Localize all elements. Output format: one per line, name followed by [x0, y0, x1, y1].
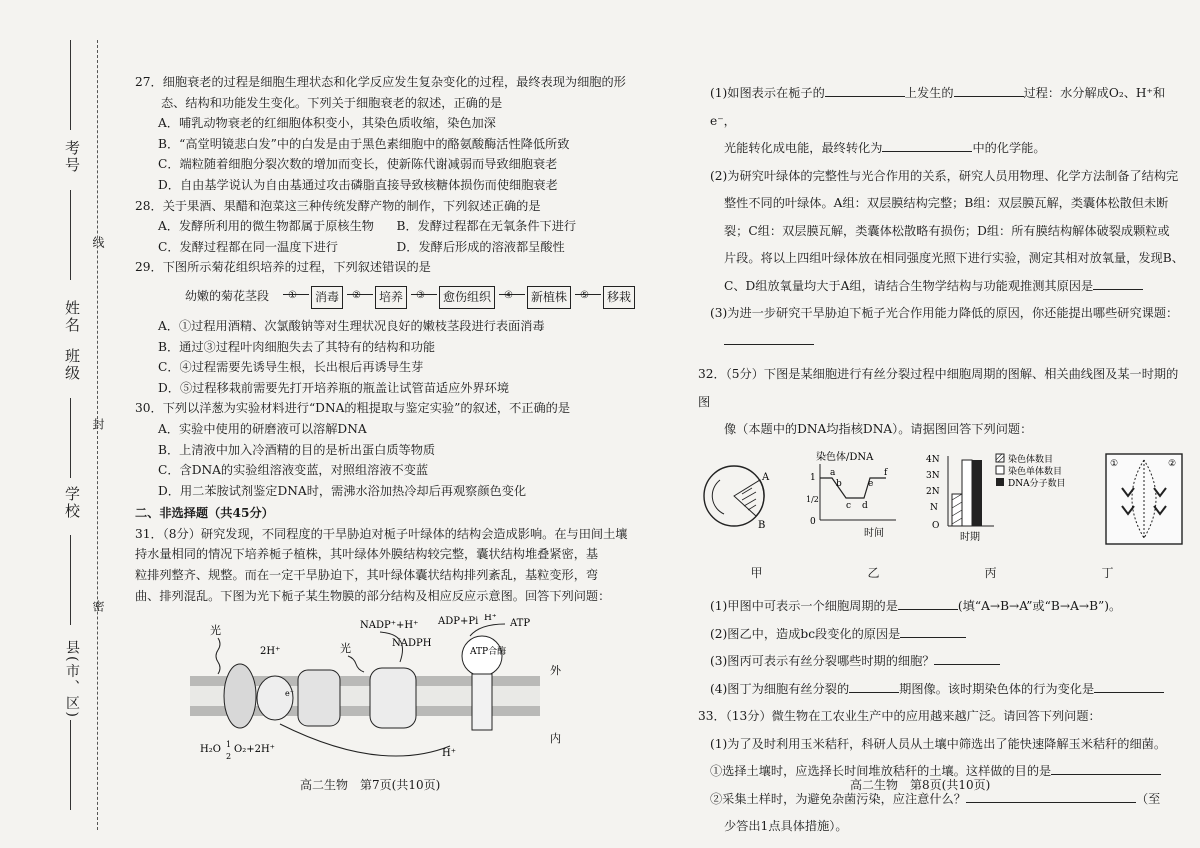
q31-part1-text-e: 中的化学能。	[972, 141, 1046, 155]
question-28-option-c: C．发酵过程都在同一温度下进行	[158, 239, 338, 254]
question-28-options-row1	[135, 216, 635, 237]
flow-num-2: ②	[352, 289, 361, 301]
question-29-option-a: A．①过程用酒精、次氯酸钠等对生理状况良好的嫩枝茎段进行表面消毒	[158, 318, 545, 333]
question-28-options-row2	[135, 237, 635, 258]
figure-jia-cell-cycle	[698, 450, 788, 550]
question-33-stem: 33．（13分）微生物在工农业生产中的应用越来越广泛。请回答下列问题：	[698, 709, 1101, 723]
label-banji: 班级	[63, 348, 81, 382]
q32-blank-2[interactable]	[900, 637, 966, 638]
yi-point-f: f	[884, 467, 888, 478]
label-water-num: 1	[226, 740, 232, 750]
bing-origin: O	[932, 520, 940, 531]
flow-start: 幼嫩的菊花茎段	[185, 288, 270, 303]
label-xian: 线	[91, 236, 105, 250]
label-outside: 外	[550, 664, 561, 678]
yi-tick-half: 1/2	[806, 494, 819, 504]
label-nadp: NADP⁺+H⁺	[360, 620, 419, 632]
q33-part1-b-text: ②采集土样时，为避免杂菌污染，应注意什么？	[710, 791, 966, 806]
label-water-products: O₂+2H⁺	[234, 744, 275, 756]
q33-blank-2[interactable]	[966, 802, 1136, 803]
thylakoid-membrane-diagram	[180, 614, 610, 764]
bing-legend-2: 染色单体数目	[1008, 466, 1063, 477]
proton-flow-arrow	[280, 724, 450, 756]
question-28-option-d: D．发酵后形成的溶液都呈酸性	[396, 239, 565, 254]
yi-point-c: c	[846, 500, 852, 511]
q32-part2-text: (2)图乙中，造成bc段变化的原因是	[710, 626, 901, 641]
q31-part2-line2: 整性不同的叶绿体。A组：双层膜结构完整；B组：双层膜瓦解，类囊体松散但未断	[724, 196, 1169, 210]
page-7-footer: 高二生物 第7页(共10页)	[300, 778, 441, 792]
page-7-content	[135, 72, 635, 771]
label-inside: 内	[550, 732, 561, 746]
question-32-figures	[698, 450, 1186, 556]
figure-label-bing: 丙	[984, 565, 997, 580]
question-29-option-b: B．通过③过程叶肉细胞失去了其特有的结构和功能	[158, 339, 436, 354]
q32-part4-text-b: 期图像。该时期染色体的行为变化是	[899, 681, 1095, 696]
blank-line-kaohao	[70, 40, 71, 130]
question-30-stem: 30．下列以洋葱为实验材料进行“DNA的粗提取与鉴定实验”的叙述，不正确的是	[135, 401, 571, 416]
bing-tick-3n: 3N	[926, 470, 940, 481]
light-label-1: 光	[210, 624, 221, 638]
flow-step-3: 愈伤组织	[439, 286, 495, 309]
label-kaohao: 考号	[63, 140, 81, 174]
label-xingming: 姓名	[63, 300, 81, 334]
question-30-option-c: C．含DNA的实验组溶液变蓝，对照组溶液不变蓝	[158, 463, 429, 478]
blank-line-county	[70, 720, 71, 810]
q32-part1-text-b: (填“A→B→A”或“B→A→B”)。	[957, 599, 1122, 613]
page-8-content	[698, 80, 1186, 841]
figure-bing-bar-chart	[924, 450, 1084, 550]
question-31-stem-2: 持水量相同的情况下培养栀子植株，其叶绿体外膜结构较完整，囊状结构堆叠紧密，基	[135, 547, 599, 562]
q31-part1-text-b: 上发生的	[904, 86, 954, 100]
label-atp: ATP	[510, 618, 531, 630]
question-31-stem-4: 曲、排列混乱。下图为光下栀子某生物膜的部分结构及相应反应示意图。回答下列问题：	[135, 588, 611, 603]
q32-blank-4[interactable]	[849, 692, 899, 693]
flow-step-5: 移栽	[603, 286, 635, 309]
q31-blank-4[interactable]	[1093, 289, 1143, 290]
blank-line-kaohao-2	[70, 190, 71, 280]
question-27-option-b: B．“高堂明镜悲白发”中的白发是由于黑色素细胞中的酪氨酸酶活性降低所致	[158, 136, 570, 151]
q32-blank-1[interactable]	[898, 609, 958, 610]
figure-labels-row	[698, 560, 1186, 588]
q31-part2-line4: 片段。将以上四组叶绿体放在相同强度光照下进行实验，测定其相对放氧量，发现B、	[724, 251, 1184, 265]
question-27-option-a: A．哺乳动物衰老的红细胞体积变小，其染色质收缩，染色加深	[158, 116, 496, 131]
jia-label-a: A	[762, 471, 770, 483]
q33-part1-c-text: （至	[1135, 791, 1161, 806]
cytochrome-complex	[298, 670, 340, 726]
question-27-stem: 27．细胞衰老的过程是细胞生理状态和化学反应发生复杂变化的过程，最终表现为细胞的形	[135, 75, 626, 89]
blank-line-banji	[70, 398, 71, 478]
q32-part2	[698, 621, 1186, 649]
question-30-option-d: D．用二苯胺试剂鉴定DNA时，需沸水浴加热冷却后再观察颜色变化	[158, 483, 527, 498]
jia-label-b: B	[758, 519, 766, 531]
question-29-stem: 29．下图所示菊花组织培养的过程，下列叙述错误的是	[135, 260, 431, 275]
label-xuexiao: 学校	[63, 486, 81, 520]
label-nadph: NADPH	[392, 638, 432, 650]
question-31-stem-3: 粒排列整齐、规整。而在一定干旱胁迫下，其叶绿体囊状结构排列紊乱，基粒变形，弯	[135, 568, 599, 583]
q31-blank-3[interactable]	[882, 151, 972, 152]
question-29-option-d: D．⑤过程移栽前需要先打开培养瓶的瓶盖让试管苗适应外界环境	[158, 380, 510, 395]
bing-tick-4n: 4N	[926, 454, 940, 465]
flow-num-4: ④	[504, 289, 513, 301]
q31-blank-1[interactable]	[825, 96, 905, 97]
protein-complex-1	[224, 664, 256, 728]
flow-step-1: 消毒	[311, 286, 343, 309]
yi-curve	[820, 478, 886, 498]
q32-blank-5[interactable]	[1094, 692, 1164, 693]
label-adp-pi: ADP+Pi	[438, 616, 479, 628]
light-label-2: 光	[340, 642, 351, 656]
label-mi: 密	[91, 600, 105, 614]
figure-label-jia: 甲	[750, 565, 763, 580]
bing-legend-3: DNA分子数目	[1008, 478, 1066, 489]
q31-part1-line1	[698, 80, 1186, 135]
protein-complex-2	[257, 676, 293, 720]
q32-part3	[698, 648, 1186, 676]
bing-legend-1: 染色体数目	[1008, 454, 1054, 465]
atp-synthase-label: ATP合酶	[470, 647, 507, 658]
question-27-option-c: C．端粒随着细胞分裂次数的增加而变长，使新陈代谢减弱而导致细胞衰老	[158, 157, 558, 172]
bing-x-label: 时期	[960, 531, 980, 543]
question-28-stem: 28．关于果酒、果醋和泡菜这三种传统发酵产物的制作，下列叙述正确的是	[135, 198, 541, 213]
q31-part1-text-d: 光能转化成电能，最终转化为	[724, 141, 883, 155]
figure-label-yi: 乙	[867, 565, 880, 580]
flow-num-3: ③	[416, 289, 425, 301]
q31-blank-5[interactable]	[724, 344, 814, 345]
q31-part1-text-a: (1)如图表示在栀子的	[710, 86, 825, 100]
flow-step-4: 新植株	[527, 286, 571, 309]
q32-blank-3[interactable]	[934, 664, 1000, 665]
question-27-stem-cont: 态、结构和功能发生变化。下列关于细胞衰老的叙述，正确的是	[161, 95, 503, 110]
label-feng: 封	[91, 418, 105, 432]
bing-bar-chromatid	[962, 460, 972, 526]
question-31-stem-1: 31．（8分）研究发现，不同程度的干旱胁迫对栀子叶绿体的结构会造成影响。在与田间土壤	[135, 526, 628, 541]
flow-step-2: 培养	[375, 286, 407, 309]
q32-part1-text: (1)甲图中可表示一个细胞周期的是	[710, 599, 898, 613]
question-29-option-c: C．④过程需要先诱导生根，长出根后再诱导生芽	[158, 360, 424, 375]
label-electron: e⁻	[285, 689, 294, 699]
light-wave-1	[216, 638, 220, 674]
q32-part4-text-a: (4)图丁为细胞有丝分裂的	[710, 681, 850, 696]
question-28-option-a: A．发酵所利用的微生物都属于原核生物	[158, 219, 374, 234]
binding-strip	[0, 0, 112, 848]
label-water: H₂O	[200, 744, 221, 756]
q31-part2-line3: 裂；C组：双层膜瓦解，类囊体松散略有损伤；D组：所有膜结构解体破裂成颗粒或	[724, 223, 1170, 238]
question-30-option-b: B．上清液中加入冷酒精的目的是析出蛋白质等物质	[158, 442, 436, 457]
yi-point-b: b	[836, 478, 842, 489]
blank-line-xuexiao	[70, 535, 71, 625]
tissue-culture-flowchart	[135, 280, 635, 308]
water-split-equation	[200, 740, 275, 761]
yi-point-d: d	[862, 500, 868, 511]
q33-part1: (1)为了及时利用玉米秸秆，科研人员从土壤中筛选出了能快速降解玉米秸秆的细菌。	[710, 736, 1167, 751]
question-32-stem-1: 32．（5分）下图是某细胞进行有丝分裂过程中细胞周期的图解、相关曲线图及某一时期的图	[698, 367, 1179, 409]
q31-blank-2[interactable]	[954, 96, 1024, 97]
question-32-stem-2: 像（本题中的DNA均指核DNA）。请据图回答下列问题：	[724, 422, 1033, 436]
light-wave-2	[348, 656, 364, 672]
q32-part1	[698, 593, 1186, 621]
photosystem-complex	[370, 668, 416, 728]
q32-part4	[698, 676, 1186, 704]
question-28-option-b: B．发酵过程都在无氧条件下进行	[396, 219, 577, 234]
q32-part3-text: (3)图丙可表示有丝分裂哪些时期的细胞？	[710, 654, 935, 668]
figure-yi-ratio-curve	[806, 450, 906, 550]
label-county: 县(市、区)	[64, 640, 80, 719]
label-2h-plus: 2H⁺	[260, 646, 281, 658]
yi-y-title: 染色体/DNA	[816, 451, 874, 463]
ding-label-1: ①	[1110, 458, 1119, 469]
q33-part1-a-text: ①选择土壤时，应选择长时间堆放秸秆的土壤。这样做的目的是	[710, 764, 1052, 778]
label-water-den: 2	[226, 752, 232, 762]
label-h-plus-top: H⁺	[484, 614, 497, 624]
q31-part1-text-c: 过程：水分解成O₂、H⁺和e⁻，	[710, 86, 1166, 128]
q31-part2-text-e: C、D组放氧量均大于A组，请结合生物学结构与功能观推测其原因是	[724, 278, 1094, 293]
yi-x-label: 时间	[864, 527, 884, 539]
page-8-footer: 高二生物 第8页(共10页)	[850, 778, 991, 792]
question-27-option-d: D．自由基学说认为自由基通过攻击磷脂直接导致核糖体损伤而使细胞衰老	[158, 177, 558, 192]
yi-point-a: a	[830, 467, 836, 478]
q31-part1-line2	[698, 135, 1186, 163]
label-h-plus-bottom: H⁺	[442, 748, 456, 760]
section-2-heading: 二、非选择题（共45分）	[135, 506, 274, 521]
flow-num-1: ①	[288, 289, 297, 301]
yi-tick-0: 0	[810, 516, 816, 527]
ding-label-2: ②	[1168, 458, 1177, 469]
q31-part2-line1: (2)为研究叶绿体的完整性与光合作用的关系，研究人员用物理、化学方法制备了结构完	[710, 168, 1179, 183]
q31-part2-line5	[698, 273, 1186, 301]
bing-tick-2n: 2N	[926, 486, 940, 497]
bing-bar-dna	[972, 460, 982, 526]
question-30-option-a: A．实验中使用的研磨液可以溶解DNA	[158, 421, 367, 436]
q31-part3-line2	[698, 328, 1186, 356]
bing-tick-n: N	[930, 502, 938, 513]
binding-dashed-line	[97, 40, 98, 830]
q33-part1-d: 少答出1点具体措施）。	[724, 819, 848, 833]
yi-tick-1: 1	[810, 472, 816, 483]
q33-blank-1[interactable]	[1051, 774, 1161, 775]
flow-num-5: ⑤	[580, 289, 589, 301]
figure-label-ding: 丁	[1101, 565, 1114, 580]
q31-part3-line1: (3)为进一步研究干旱胁迫下栀子光合作用能力降低的原因，你还能提出哪些研究课题：	[710, 306, 1179, 320]
figure-ding-cell-image	[1102, 450, 1186, 550]
yi-point-e: e	[868, 478, 874, 489]
